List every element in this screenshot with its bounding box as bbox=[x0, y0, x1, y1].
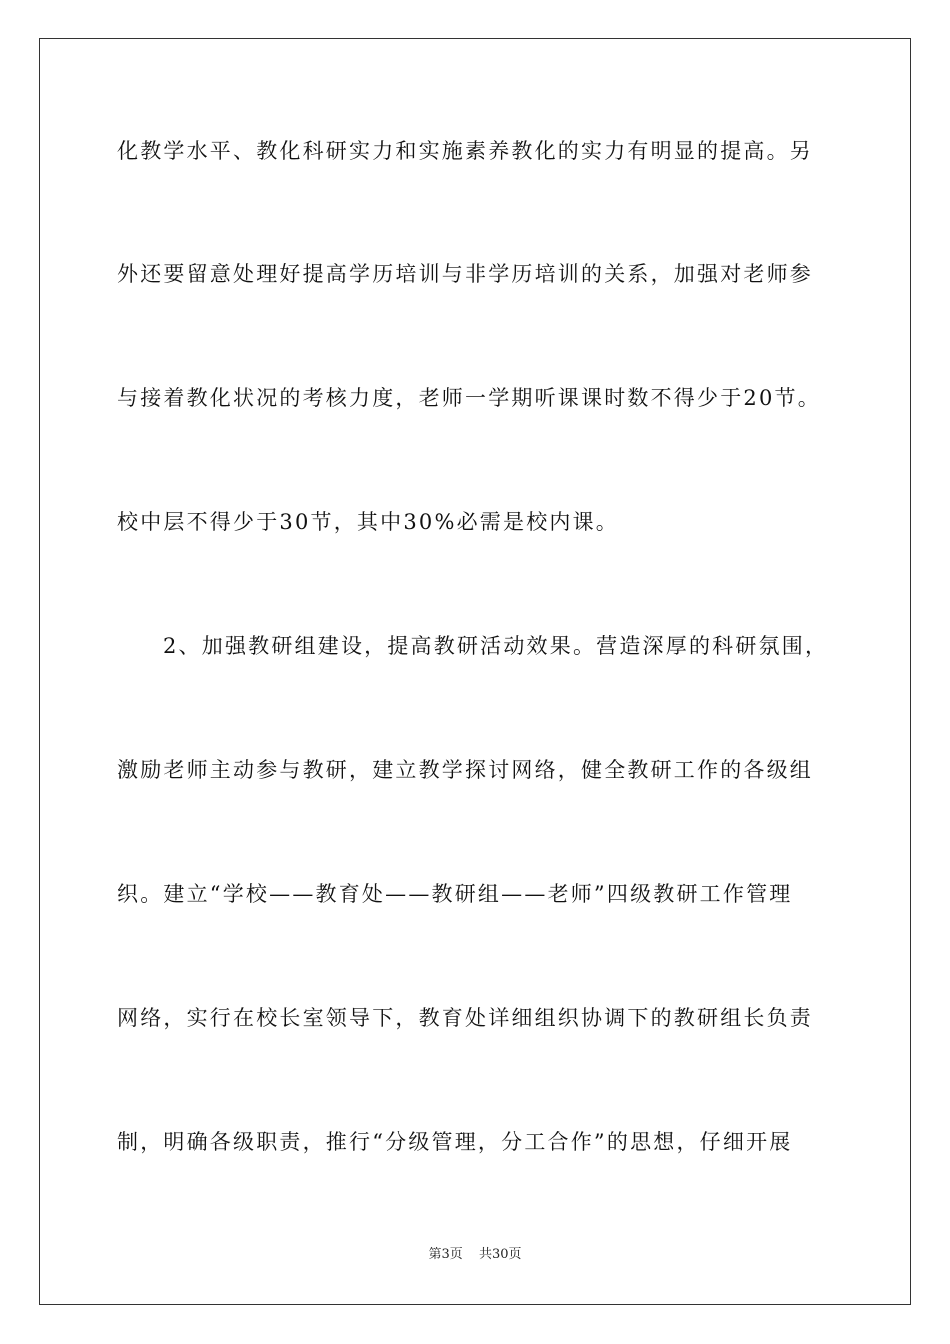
paragraph-line: 制，明确各级职责，推行“分级管理，分工合作”的思想，仔细开展 bbox=[117, 1130, 793, 1154]
paragraph-line: 激励老师主动参与教研，建立教学探讨网络，健全教研工作的各级组 bbox=[117, 758, 813, 782]
page-total: 共30页 bbox=[478, 1247, 522, 1262]
paragraph-line: 织。建立“学校——教育处——教研组——老师”四级教研工作管理 bbox=[117, 882, 793, 906]
page-border bbox=[39, 38, 911, 1305]
paragraph-line: 外还要留意处理好提高学历培训与非学历培训的关系，加强对老师参 bbox=[117, 262, 813, 286]
paragraph-line: 校中层不得少于30节，其中30%必需是校内课。 bbox=[117, 510, 619, 534]
page-number: 第3页 bbox=[428, 1247, 463, 1262]
paragraph-line: 2、加强教研组建设，提高教研活动效果。营造深厚的科研氛围， bbox=[163, 634, 829, 658]
page-footer bbox=[0, 1246, 950, 1264]
paragraph-line: 与接着教化状况的考核力度，老师一学期听课课时数不得少于20节。 bbox=[117, 386, 821, 410]
paragraph-line: 化教学水平、教化科研实力和实施素养教化的实力有明显的提高。另 bbox=[117, 139, 813, 163]
paragraph-line: 网络，实行在校长室领导下，教育处详细组织协调下的教研组长负责 bbox=[117, 1006, 813, 1030]
